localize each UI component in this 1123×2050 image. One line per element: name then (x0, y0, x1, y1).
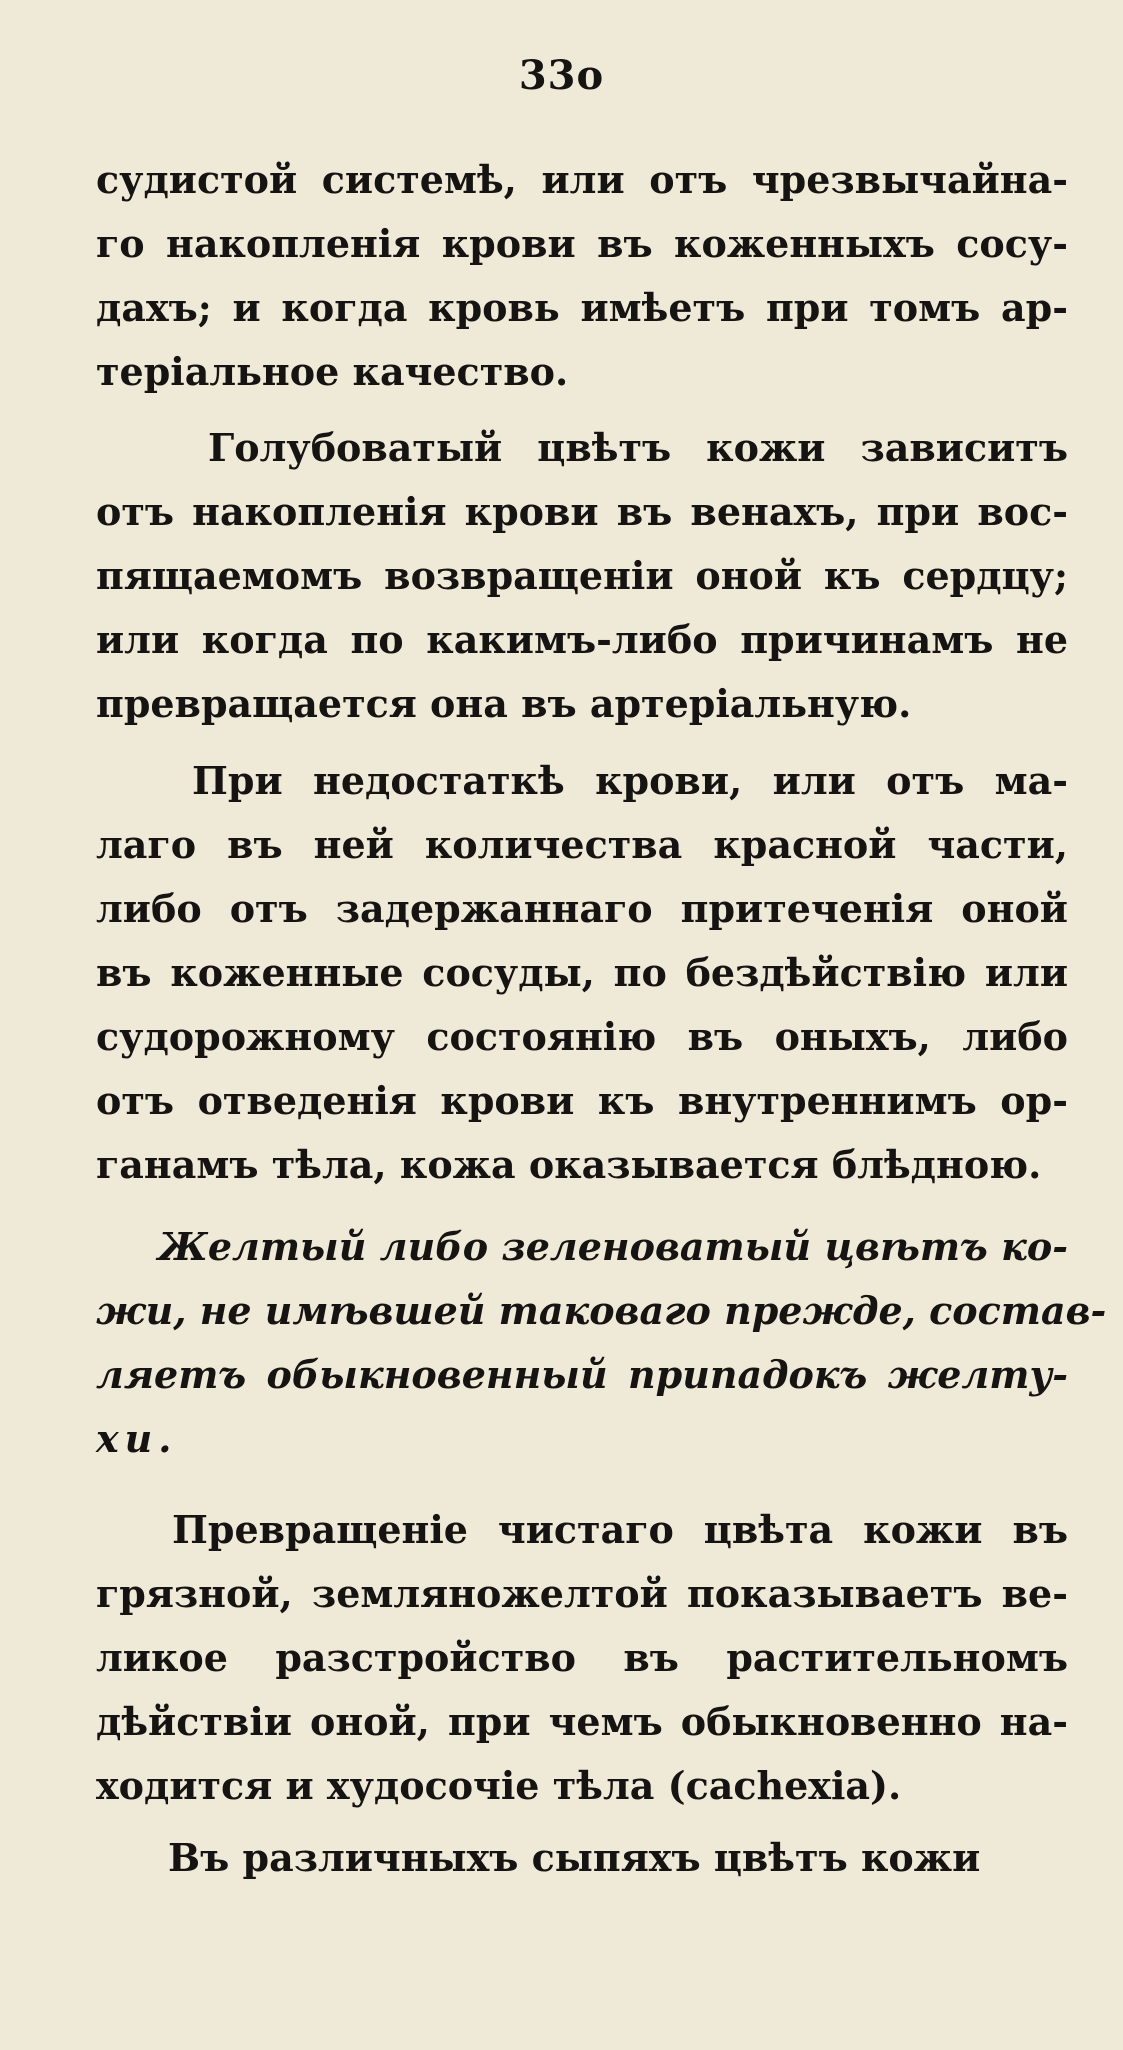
paragraph-1 (96, 148, 1068, 404)
text-line: въ коженные сосуды, по бездѣйствію или (96, 950, 1068, 995)
text-line: превращается она въ артеріальную. (96, 681, 912, 726)
text-line: го накопленія крови въ коженныхъ сосу- (96, 221, 1068, 266)
text-line: ляетъ обыкновенный припадокъ желту- (96, 1352, 1068, 1397)
text-line: отъ накопленія крови въ венахъ, при вос- (96, 489, 1068, 534)
text-line: теріальное качество. (96, 349, 569, 394)
text-line: грязной, земляножелтой показываетъ ве- (96, 1571, 1068, 1616)
text-line: лаго въ ней количества красной части, (96, 822, 1068, 867)
text-line: ганамъ тѣла, кожа оказывается блѣдною. (96, 1142, 1042, 1187)
text-line: отъ отведенія крови къ внутреннимъ ор- (96, 1078, 1068, 1123)
text-line: Голубоватый цвѣтъ кожи зависитъ (208, 425, 1068, 470)
paragraph-2 (96, 416, 1068, 736)
paragraph-3 (96, 749, 1068, 1197)
text-line: судистой системѣ, или отъ чрезвычайна- (96, 157, 1068, 202)
text-line: пящаемомъ возвращеніи оной къ сердцу; (96, 553, 1068, 598)
text-line: либо отъ задержаннаго притеченія оной (96, 886, 1068, 931)
text-line: хи. (96, 1416, 178, 1461)
page-number: 33o (518, 52, 605, 99)
text-line: ходится и худосочіе тѣла (cachexia). (96, 1763, 902, 1808)
paragraph-5 (96, 1498, 1068, 1818)
text-line: дахъ; и когда кровь имѣетъ при томъ ар- (96, 285, 1068, 330)
text-line: Въ различныхъ сыпяхъ цвѣтъ кожи (168, 1835, 981, 1880)
text-line: жи, не имѣвшей таковаго прежде, состав- (96, 1288, 1107, 1333)
text-line: Желтый либо зеленоватый цвѣтъ ко- (158, 1224, 1068, 1269)
text-line: ликое разстройство въ растительномъ (96, 1635, 1068, 1680)
text-line: При недостаткѣ крови, или отъ ма- (192, 758, 1068, 803)
text-line: дѣйствіи оной, при чемъ обыкновенно на- (96, 1699, 1068, 1744)
text-line: или когда по какимъ-либо причинамъ не (96, 617, 1068, 662)
paragraph-6 (96, 1826, 1068, 1890)
paragraph-4 (96, 1215, 1107, 1471)
text-line: судорожному состоянію въ оныхъ, либо (96, 1014, 1068, 1059)
text-line: Превращеніе чистаго цвѣта кожи въ (172, 1507, 1068, 1552)
